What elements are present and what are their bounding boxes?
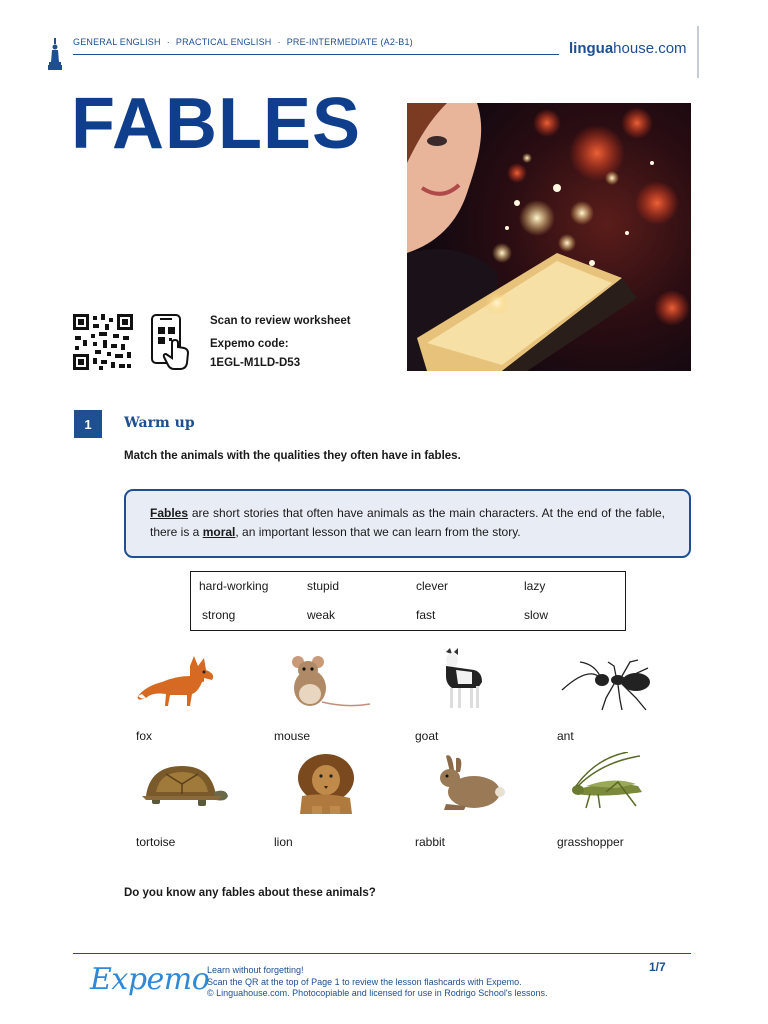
section-title: Warm up (124, 415, 195, 431)
discussion-question: Do you know any fables about these animals? (124, 887, 376, 899)
animal-label: grasshopper (557, 835, 624, 849)
statue-of-liberty-icon (48, 38, 62, 70)
quality-word: fast (416, 608, 436, 622)
mouse-image (272, 648, 372, 713)
expemo-code-value: 1EGL-M1LD-D53 (210, 356, 301, 369)
footer-tagline: Learn without forgetting! (207, 965, 304, 975)
breadcrumb (73, 37, 413, 47)
quality-word: hard-working (199, 579, 269, 593)
keyword-fables: Fables (150, 506, 189, 520)
breadcrumb-separator: · (166, 37, 170, 47)
footer-scan-note: Scan the QR at the top of Page 1 to review the lesson flashcards with Expemo. (207, 976, 522, 987)
animal-label: tortoise (136, 835, 176, 849)
breadcrumb-item: PRE-INTERMEDIATE (A2-B1) (286, 37, 413, 47)
expemo-logo: Expemo (90, 962, 210, 997)
grasshopper-image (556, 752, 656, 817)
tortoise-image (132, 752, 232, 817)
quality-word: slow (524, 608, 549, 622)
brand-divider (697, 26, 699, 78)
goat-image (416, 648, 516, 713)
keyword-moral: moral (202, 525, 236, 539)
hero-image (407, 103, 691, 371)
animal-label: goat (415, 729, 439, 743)
breadcrumb-separator: · (277, 37, 281, 47)
animal-label: mouse (274, 729, 311, 743)
instruction-text: Match the animals with the qualities they often have in fables. (124, 450, 461, 462)
page-number: 1/7 (649, 960, 666, 974)
expemo-code-label: Expemo code: (210, 338, 289, 351)
quality-word: strong (202, 608, 236, 622)
qr-code-icon[interactable] (73, 314, 133, 370)
breadcrumb-item: PRACTICAL ENGLISH (175, 37, 272, 47)
footer-copyright: © Linguahouse.com. Photocopiable and licensed for use in Rodrigo School's lessons. (207, 988, 548, 998)
quality-word: weak (307, 608, 336, 622)
phone-scan-icon (150, 313, 192, 371)
fox-image (132, 648, 232, 713)
ant-image (556, 648, 656, 713)
footer-divider (73, 953, 691, 954)
fables-definition-box: Fables are short stories that often have animals as the main characters. At the end of the fable, there is a moral, an important lesson that we can learn from the story. (124, 489, 691, 558)
animal-label: lion (274, 835, 293, 849)
brand-logo: linguahouse.com (569, 40, 687, 57)
animal-label: fox (136, 729, 153, 743)
footer-text (207, 965, 548, 1000)
section-number: 1 (74, 410, 102, 438)
page-title: FABLES (71, 84, 362, 164)
rabbit-image (416, 752, 516, 817)
lion-image (272, 752, 372, 817)
qualities-word-box (190, 571, 626, 631)
breadcrumb-item: GENERAL ENGLISH (73, 37, 161, 47)
quality-word: stupid (307, 579, 340, 593)
animal-label: ant (557, 729, 574, 743)
animal-label: rabbit (415, 835, 446, 849)
scan-label: Scan to review worksheet (210, 315, 351, 327)
scan-instructions (210, 312, 351, 377)
quality-word: clever (416, 579, 449, 593)
header-divider (73, 54, 559, 55)
quality-word: lazy (524, 579, 546, 593)
